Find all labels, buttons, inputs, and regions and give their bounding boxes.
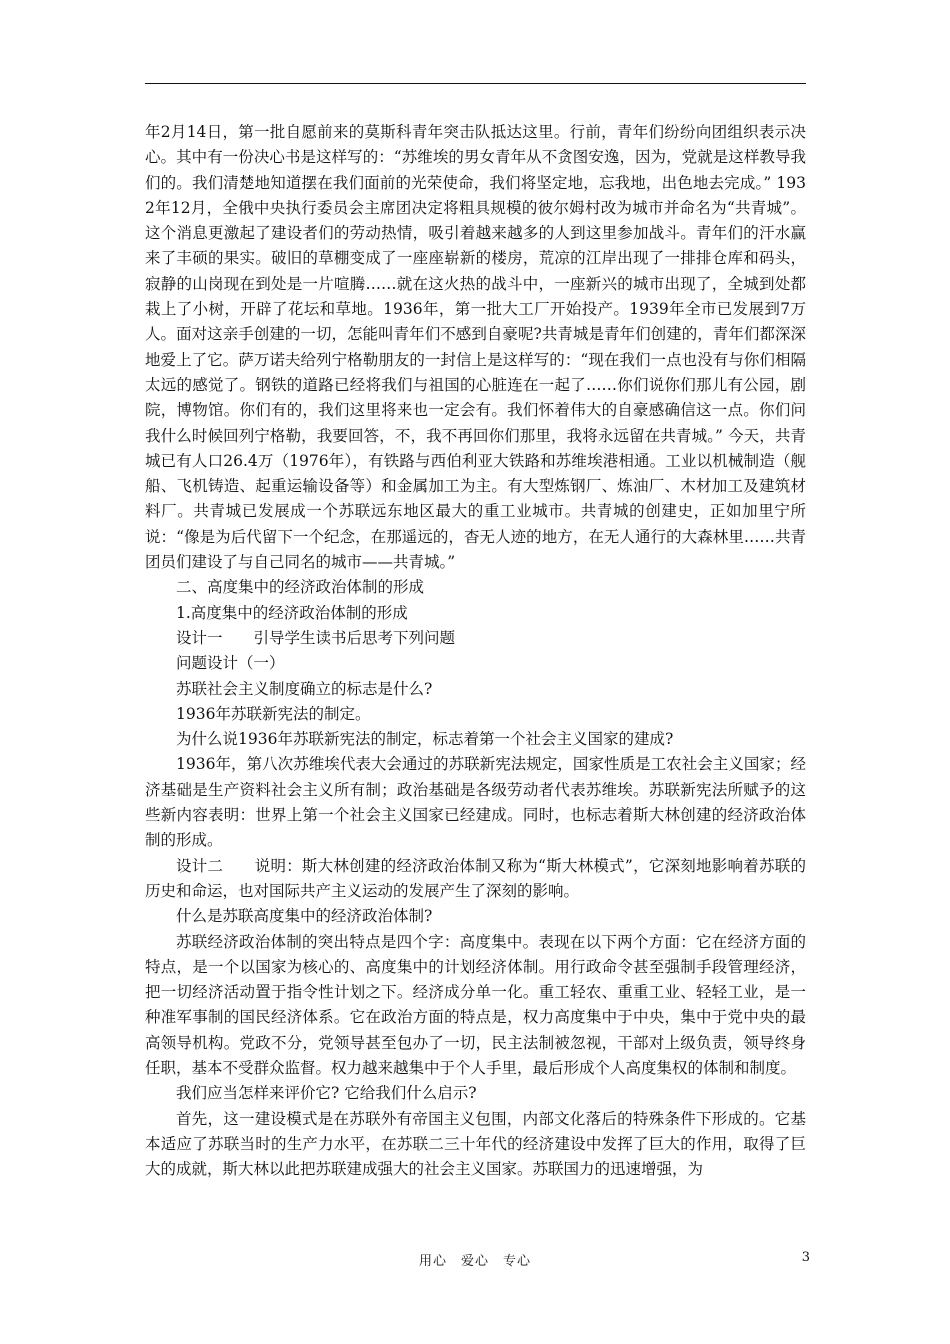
page-number: 3: [801, 1250, 810, 1265]
paragraph-komsomolsk-history: 年2月14日，第一批自愿前来的莫斯科青年突击队抵达这里。行前，青年们纷纷向团组织表示决心。其中有一份决心书是这样写的：“苏维埃的男女青年从不贪图安逸，因为，党就是这样教导我们的。我们清楚地知道摆在我们面前的光荣使命，我们将坚定地，忘我地，出色地去完成。” 1932年12月，全俄中央执行委员会主席团决定将粗具规模的彼尔姆村改为城市并命名为“共青城”。这个消息更激起了建设者们的劳动热情，吸引着越来越多的人到这里参加战斗。青年们的汗水赢来了丰硕的果实。破旧的草棚变成了一座座崭新的楼房，荒凉的江岸出现了一排排仓库和码头，寂静的山岗现在到处是一片喧腾……就在这火热的战斗中，一座新兴的城市出现了，全城到处都栽上了小树，开辟了花坛和草地。1936年，第一批大工厂开始投产。1939年全市已发展到7万人。面对这亲手创建的一切，怎能叫青年们不感到自豪呢?共青城是青年们创建的，青年们都深深地爱上了它。萨万诺夫给列宁格勒朋友的一封信上是这样写的：“现在我们一点也没有与你们相隔太远的感觉了。钢铁的道路已经将我们与祖国的心脏连在一起了……你们说你们那儿有公园，剧院，博物馆。你们有的，我们这里将来也一定会有。我们怀着伟大的自豪感确信这一点。你们问我什么时候回列宁格勒，我要回答，不，我不再回你们那里，我将永远留在共青城。” 今天，共青城已有人口26.4万（1976年），有铁路与西伯利亚大铁路和苏维埃港相通。工业以机械制造（舰船、飞机铸造、起重运输设备等）和金属加工为主。有大型炼钢厂、炼油厂、木材加工及建筑材料厂。共青城已发展成一个苏联远东地区最大的重工业城市。共青城的创建史，正如加里宁所说：“像是为后代留下一个纪念，在那遥远的，杳无人迹的地方，在无人通行的大森林里……共青团员们建设了与自己同名的城市——共青城。”: [145, 123, 806, 572]
answer-4: 首先，这一建设模式是在苏联外有帝国主义包围，内部文化落后的特殊条件下形成的。它基本适应了苏联当时的生产力水平，在苏联二三十年代的经济建设中发挥了巨大的作用，取得了巨大的成就，斯大林以此把苏联建成强大的社会主义国家。苏联国力的迅速增强，为: [145, 1109, 806, 1179]
answer-1: 1936年苏联新宪法的制定。: [176, 704, 371, 723]
section-heading: 二、高度集中的经济政治体制的形成: [176, 578, 425, 597]
design-two-paragraph: 设计二 说明：斯大林创建的经济政治体制又称为“斯大林模式”，它深刻地影响着苏联的历史和命运，也对国际共产主义运动的发展产生了深刻的影响。: [145, 856, 806, 900]
question-3: 什么是苏联高度集中的经济政治体制?: [176, 907, 433, 926]
question-4: 我们应当怎样来评价它? 它给我们什么启示?: [176, 1084, 477, 1103]
document-body: [145, 120, 806, 1182]
question-set-label: 问题设计（一）: [176, 654, 285, 673]
answer-3: 苏联经济政治体制的突出特点是四个字：高度集中。表现在以下两个方面：它在经济方面的特点，是一个以国家为核心的、高度集中的计划经济体制。用行政命令甚至强制手段管理经济，把一切经济活动置于指令性计划之下。经济成分单一化。重工轻农、重重工业、轻轻工业，是一种准军事制的国民经济体系。它在政治方面的特点是，权力高度集中于中央，集中于党中央的最高领导机构。党政不分，党领导甚至包办了一切，民主法制被忽视，干部对上级负责，领导终身任职，基本不受群众监督。权力越来越集中于个人手里，最后形成个人高度集权的体制和制度。: [145, 932, 806, 1077]
subsection-heading: 1.高度集中的经济政治体制的形成: [176, 603, 408, 622]
question-2: 为什么说1936年苏联新宪法的制定，标志着第一个社会主义国家的建成?: [176, 730, 674, 749]
header-rule: [145, 83, 806, 84]
footer-motto: 用心 爱心 专心: [418, 1254, 531, 1269]
question-1: 苏联社会主义制度确立的标志是什么?: [176, 679, 433, 698]
answer-2: 1936年，第八次苏维埃代表大会通过的苏联新宪法规定，国家性质是工农社会主义国家；经济基础是生产资料社会主义所有制；政治基础是各级劳动者代表苏维埃。苏联新宪法所赋予的这些新内容表明：世界上第一个社会主义国家已经建成。同时，也标志着斯大林创建的经济政治体制的形成。: [145, 755, 806, 850]
design-one-label: 设计一 引导学生读书后思考下列问题: [176, 628, 456, 647]
